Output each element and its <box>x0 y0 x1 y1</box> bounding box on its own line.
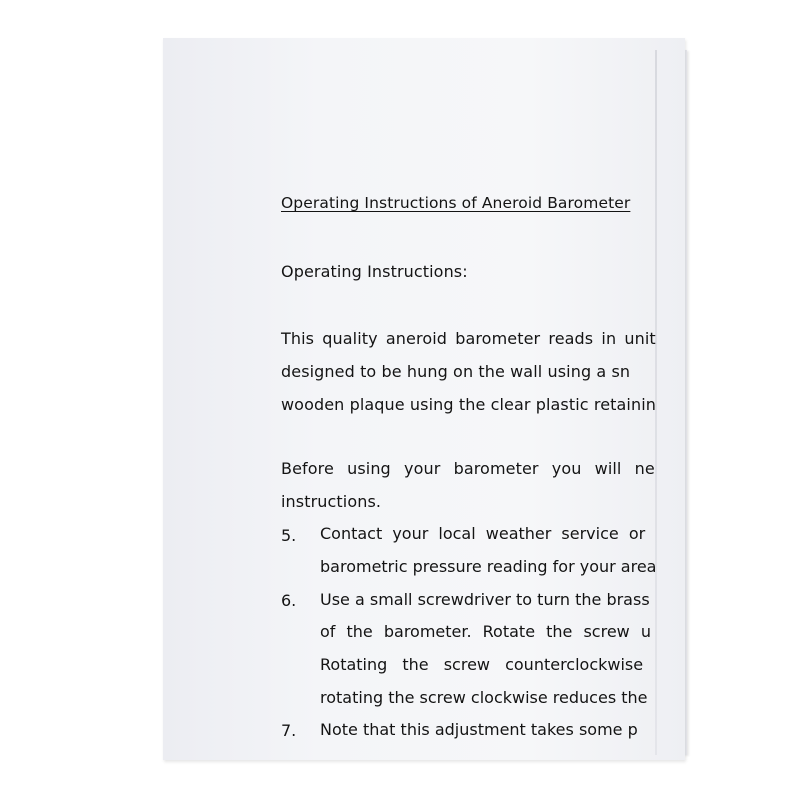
list-item-line: Note that this adjustment takes some p <box>320 720 638 739</box>
list-item-number: 7. <box>281 721 297 740</box>
paragraph-line: This quality aneroid barometer reads in unit <box>281 329 656 348</box>
list-item-line: rotating the screw clockwise reduces the <box>320 688 648 707</box>
paragraph-line: instructions. <box>281 492 382 511</box>
list-item-number: 6. <box>281 591 297 610</box>
list-item-line: of the barometer. Rotate the screw u <box>320 622 651 641</box>
list-item-line: Contact your local weather service or <box>320 524 646 543</box>
section-heading: Operating Instructions: <box>281 262 468 281</box>
list-item-number: 5. <box>281 526 297 545</box>
list-item-line: Rotating the screw counterclockwise <box>320 655 644 674</box>
paragraph-line: Before using your barometer you will ne <box>281 459 655 478</box>
paragraph-line: designed to be hung on the wall using a sn <box>281 362 631 381</box>
document-title: Operating Instructions of Aneroid Barometer <box>281 194 631 212</box>
sheet-text-area <box>163 38 663 760</box>
list-item-line: barometric pressure reading for your area <box>320 557 657 576</box>
paragraph-line: wooden plaque using the clear plastic retainin <box>281 395 656 414</box>
list-item-line: Use a small screwdriver to turn the brass <box>320 590 650 609</box>
